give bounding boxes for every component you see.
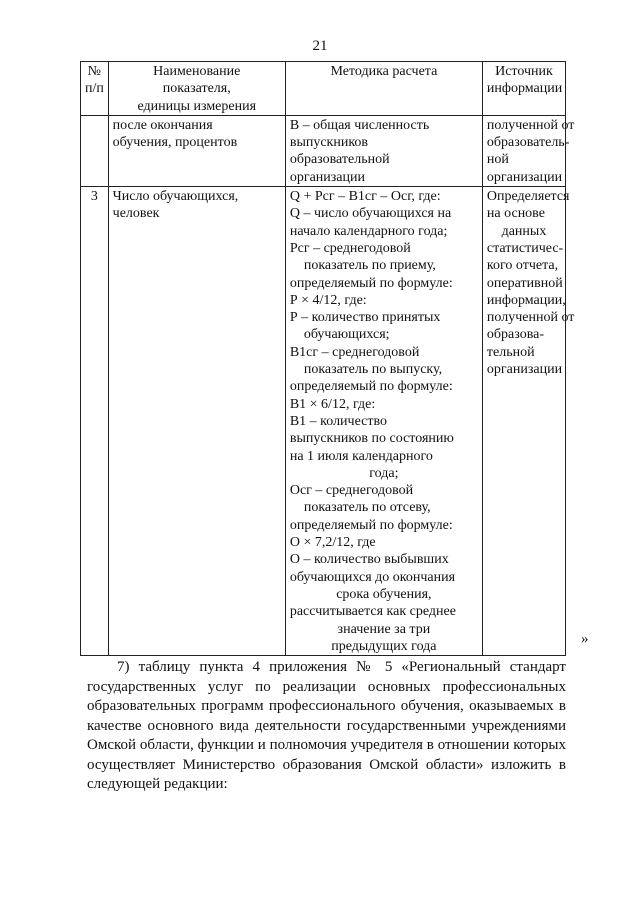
header-num bbox=[81, 62, 109, 116]
row-name-cell bbox=[108, 115, 285, 186]
indicator-table bbox=[80, 61, 575, 656]
method-line: Q – число обучающихся на bbox=[289, 206, 452, 222]
method-line: показатель по приему, bbox=[303, 258, 436, 274]
paragraph-line: Омской области, функции и полномочия учредителя в отношении которых bbox=[87, 737, 566, 753]
source-line: образова- bbox=[486, 327, 545, 343]
method-line: обучающихся до окончания bbox=[289, 569, 456, 585]
method-line: В1сг – среднегодовой bbox=[289, 344, 420, 360]
row-num-cell: 3 bbox=[81, 187, 109, 656]
closing-quote: » bbox=[581, 631, 589, 647]
method-line: Осг – среднегодовой bbox=[289, 483, 414, 499]
method-line: показатель по выпуску, bbox=[303, 362, 443, 378]
source-line: организации bbox=[486, 362, 563, 378]
header-method-line: Методика расчета bbox=[330, 64, 438, 79]
method-line: обучающихся; bbox=[303, 327, 390, 343]
paragraph-line: осуществляет Министерство образования Омской области» изложить в bbox=[87, 756, 566, 773]
source-line: тельной bbox=[486, 344, 535, 360]
method-line: выпускников по состоянию bbox=[289, 431, 454, 447]
header-source-line: Источник bbox=[495, 64, 553, 79]
method-line: организации bbox=[289, 169, 365, 185]
source-line: оперативной bbox=[486, 275, 563, 291]
source-line: организации bbox=[486, 169, 563, 185]
source-line: Определяется bbox=[486, 189, 570, 205]
header-method bbox=[285, 62, 482, 116]
method-line: Рсг – среднегодовой bbox=[289, 240, 411, 256]
body-paragraph bbox=[87, 658, 566, 795]
header-name-line: показателя, bbox=[162, 81, 231, 97]
name-line: Число обучающихся, bbox=[112, 189, 239, 205]
header-source-line: информации bbox=[486, 81, 563, 97]
page-number: 21 bbox=[312, 38, 328, 54]
method-line: значение за три bbox=[337, 621, 431, 637]
method-line: В – общая численность bbox=[289, 117, 430, 133]
method-line: года; bbox=[369, 465, 399, 481]
source-line: образователь- bbox=[486, 135, 570, 151]
row-name-cell bbox=[108, 187, 285, 656]
method-line: показатель по отсеву, bbox=[303, 500, 431, 516]
method-line: на 1 июля календарного bbox=[289, 448, 433, 464]
source-line: кого отчета, bbox=[486, 258, 559, 274]
row-source-cell bbox=[482, 115, 575, 186]
source-line: информации, bbox=[486, 292, 566, 308]
name-line: человек bbox=[112, 206, 160, 222]
source-line: ной bbox=[486, 152, 509, 168]
method-line: определяемый по формуле: bbox=[289, 517, 453, 533]
paragraph-line: 7) таблицу пункта 4 приложения № 5 «Региональный стандарт bbox=[117, 659, 566, 675]
method-line: выпускников bbox=[289, 135, 369, 151]
source-line: данных bbox=[501, 223, 547, 239]
paragraph-line: качестве основного вида деятельности государственными учреждениями bbox=[87, 717, 566, 734]
row-source-cell bbox=[482, 187, 575, 656]
method-line: рассчитывается как среднее bbox=[289, 604, 456, 620]
header-name-line: единицы измерения bbox=[137, 98, 257, 114]
method-line: определяемый по формуле: bbox=[289, 379, 453, 395]
method-line: В1 × 6/12, где: bbox=[289, 396, 376, 412]
name-line: обучения, процентов bbox=[112, 135, 238, 151]
paragraph-line: государственных услуг по реализации основных профессиональных bbox=[87, 678, 566, 695]
header-num-line: п/п bbox=[85, 81, 104, 97]
name-line: после окончания bbox=[112, 117, 213, 133]
method-line: начало календарного года; bbox=[289, 223, 448, 239]
header-name-line: Наименование bbox=[153, 64, 241, 79]
method-line: Р × 4/12, где: bbox=[289, 292, 367, 308]
method-line: срока обучения, bbox=[336, 586, 432, 602]
row-method-cell bbox=[285, 115, 482, 186]
row-num-cell bbox=[81, 115, 109, 186]
method-line: О × 7,2/12, где bbox=[289, 535, 376, 551]
table-header-row bbox=[81, 62, 566, 116]
table-row bbox=[81, 115, 566, 186]
source-line: полученной от bbox=[486, 310, 575, 326]
method-line: образовательной bbox=[289, 152, 390, 168]
method-line: предыдущих года bbox=[331, 638, 437, 654]
source-line: статистичес- bbox=[486, 240, 564, 256]
source-line: на основе bbox=[486, 206, 545, 222]
method-line: определяемый по формуле: bbox=[289, 275, 453, 291]
header-source bbox=[482, 62, 565, 116]
method-line: О – количество выбывших bbox=[289, 552, 449, 568]
source-line: полученной от bbox=[486, 117, 575, 133]
paragraph-line: следующей редакции: bbox=[87, 776, 228, 792]
method-line: Q + Рсг – В1сг – Осг, где: bbox=[289, 189, 441, 205]
method-line: В1 – количество bbox=[289, 413, 388, 429]
header-name bbox=[108, 62, 285, 116]
paragraph-line: образовательных программ профессионального обучения, оказываемых в bbox=[87, 698, 566, 714]
method-line: Р – количество принятых bbox=[289, 310, 441, 326]
table-row bbox=[81, 187, 566, 656]
row-method-cell bbox=[285, 187, 482, 656]
header-num-line: № bbox=[87, 64, 102, 79]
